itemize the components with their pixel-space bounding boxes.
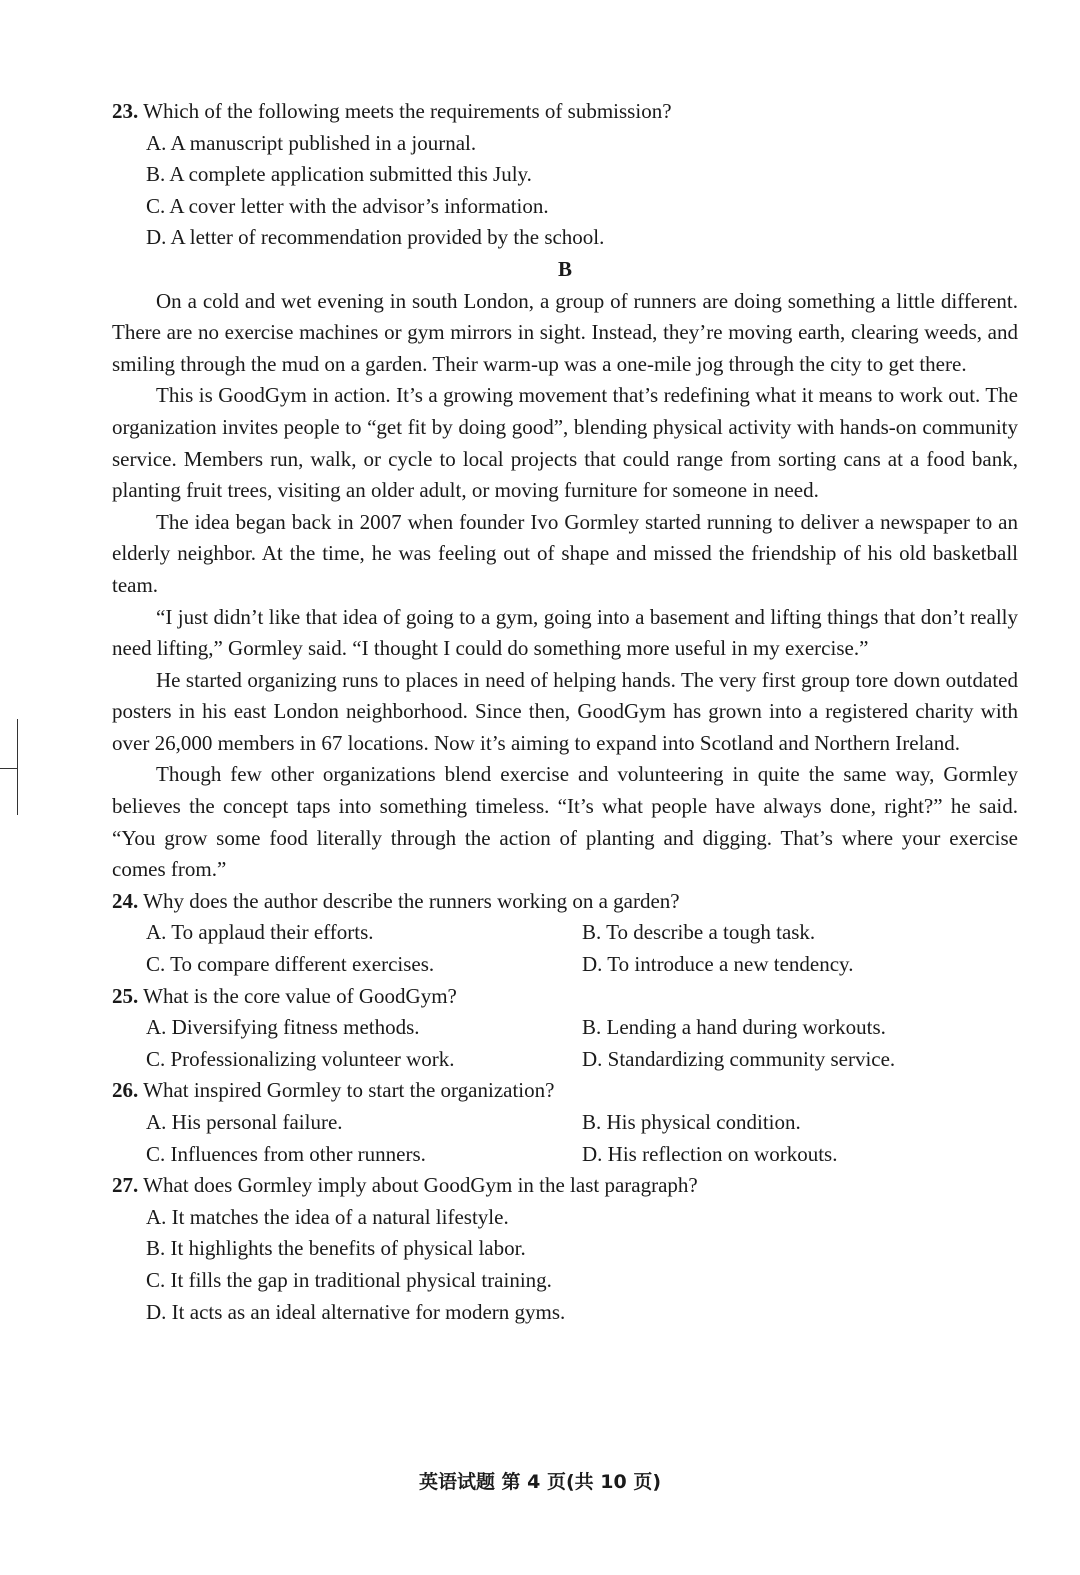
question-25 <box>112 981 1018 1076</box>
question-stem <box>112 886 1018 918</box>
question-text: What is the core value of GoodGym? <box>143 983 457 1008</box>
option-c: C. Professionalizing volunteer work. <box>146 1046 455 1071</box>
option-a: A. To applaud their efforts. <box>146 920 374 945</box>
option-row <box>112 1139 1018 1171</box>
option-a: A. His personal failure. <box>146 1110 343 1134</box>
margin-mark-vertical-line <box>17 719 18 815</box>
question-27 <box>112 1170 1018 1328</box>
option-row <box>112 1012 1018 1044</box>
passage-paragraph: Though few other organizations blend exercise and volunteering in quite the same way, Gormley believes the concept taps into something timeless. “It’s what people have always done, right?” he said. “You grow some food literally through the action of planting and digging. That’s where your exercise comes from.” <box>112 762 1018 882</box>
option-c: C. A cover letter with the advisor’s information. <box>146 193 549 218</box>
question-number: 27. <box>112 1173 139 1198</box>
option-b: B. His physical condition. <box>582 1110 801 1134</box>
page-content <box>112 96 1018 1328</box>
question-number: 23. <box>112 99 139 123</box>
option-row <box>112 949 1018 981</box>
question-text: Why does the author describe the runners working on a garden? <box>143 888 680 913</box>
section-title: B <box>557 256 572 281</box>
question-23 <box>112 96 1018 254</box>
question-26 <box>112 1075 1018 1170</box>
question-text: Which of the following meets the requirements of submission? <box>143 99 672 123</box>
question-stem <box>112 1075 1018 1107</box>
option-d: D. A letter of recommendation provided by the school. <box>146 225 605 250</box>
binding-margin-mark <box>0 719 20 815</box>
question-text: What inspired Gormley to start the organization? <box>143 1078 555 1103</box>
option-d: D. His reflection on workouts. <box>582 1141 838 1166</box>
question-number: 24. <box>112 888 139 913</box>
option-b: B. Lending a hand during workouts. <box>582 1015 886 1040</box>
option-c: C. It fills the gap in traditional physical training. <box>146 1267 552 1292</box>
option-d: D. To introduce a new tendency. <box>582 952 854 977</box>
option-a: A. Diversifying fitness methods. <box>146 1015 420 1040</box>
passage-paragraph: He started organizing runs to places in need of helping hands. The very first group tore down outdated posters in his east London neighborhood. Since then, GoodGym has grown into a registered charity with over 26,000 members in 67 locations. Now it’s aiming to expand into Scotland and Northern Ireland. <box>112 667 1018 755</box>
option-b: B. It highlights the benefits of physical labor. <box>146 1236 526 1261</box>
question-stem <box>112 1170 1018 1202</box>
option-row <box>112 917 1018 949</box>
option-a: A. A manuscript published in a journal. <box>146 130 477 155</box>
option-d: D. It acts as an ideal alternative for modern gyms. <box>146 1299 566 1324</box>
passage-paragraph: “I just didn’t like that idea of going to a gym, going into a basement and lifting things that don’t really need lifting,” Gormley said. “I thought I could do something more useful in my exercise.” <box>112 604 1018 661</box>
option-a: A. It matches the idea of a natural lifestyle. <box>146 1204 509 1229</box>
passage-paragraph: The idea began back in 2007 when founder Ivo Gormley started running to deliver a newspaper to an elderly neighbor. At the time, he was feeling out of shape and missed the friendship of his old basketball team. <box>112 509 1018 597</box>
question-number: 26. <box>112 1078 139 1103</box>
option-b: B. To describe a tough task. <box>582 920 816 945</box>
option-row <box>112 1044 1018 1076</box>
question-text: What does Gormley imply about GoodGym in the last paragraph? <box>143 1173 698 1198</box>
margin-mark-horizontal-line <box>0 768 18 769</box>
option-d: D. Standardizing community service. <box>582 1046 896 1071</box>
question-number: 25. <box>112 983 139 1008</box>
option-c: C. Influences from other runners. <box>146 1141 426 1166</box>
question-stem <box>112 96 1018 128</box>
reading-passage <box>112 286 1018 886</box>
option-row <box>112 1107 1018 1139</box>
question-24 <box>112 886 1018 981</box>
option-b: B. A complete application submitted this July. <box>146 162 532 187</box>
passage-paragraph: This is GoodGym in action. It’s a growing movement that’s redefining what it means to work out. The organization invites people to “get fit by doing good”, blending physical activity with hands-on community service. Members run, walk, or cycle to local projects that could range from sorting cans at a food bank, planting fruit trees, visiting an older adult, or moving furniture for someone in need. <box>112 383 1018 503</box>
option-c: C. To compare different exercises. <box>146 952 435 977</box>
passage-paragraph: On a cold and wet evening in south London, a group of runners are doing something a little different. There are no exercise machines or gym mirrors in sight. Instead, they’re moving earth, clearing weeds, and smiling through the mud on a garden. Their warm-up was a one-mile jog through the city to get there. <box>112 288 1018 376</box>
question-stem <box>112 981 1018 1013</box>
page-footer: 英语试题 第 4 页(共 10 页) <box>418 1471 662 1493</box>
